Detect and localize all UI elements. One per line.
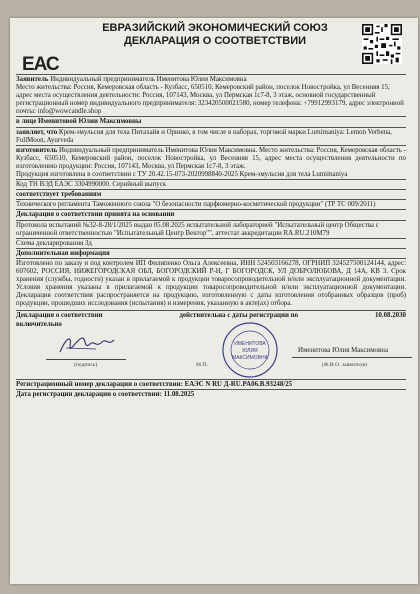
- name-line: [292, 357, 412, 358]
- basis-section: [16, 220, 406, 238]
- registration-date-label: Дата регистрации декларации о соответствии:: [16, 391, 162, 399]
- requirements-label-row: [16, 189, 406, 199]
- document-body: [16, 74, 406, 400]
- declares-label: заявляет, что: [16, 128, 58, 136]
- document-header: [80, 22, 350, 48]
- signature-line: [46, 359, 126, 360]
- qr-code-icon: [362, 24, 402, 64]
- validity-label-a: Декларация о соответствии: [16, 312, 103, 320]
- svg-text:ИМЕНИТОВА: ИМЕНИТОВА: [234, 340, 266, 347]
- header-line-2: ДЕКЛАРАЦИЯ О СООТВЕТСТВИИ: [123, 35, 307, 47]
- signature-area: [16, 329, 406, 379]
- eac-logo: ЕАС: [22, 54, 59, 75]
- basis-label-row: [16, 209, 406, 219]
- stamp-caption: М.П.: [196, 361, 208, 368]
- manufacturer-produced: Продукция изготовлена в соответствии с ТУ 20.42.15-073-2020998840-2025 Крем-эмульсия для тела Lumimaniya: [16, 171, 348, 179]
- manufacturer-section: [16, 145, 406, 179]
- additional-section: [16, 258, 406, 309]
- manufacturer-label: изготовитель: [16, 146, 58, 154]
- product-description: Крем-эмульсия для тела Питахайя и Оринко, в том числе в наборах, торговой марки Lumimaniya: Lemon Verbena, FullMoon, Ayurveda: [16, 128, 392, 144]
- applicant-address: Место жительства: Россия, Кемеровская область - Кузбасс, 650510, Кемеровский район, поселок Новостройка, ул Весенняя 15, адрес места осуществления деятельности: Россия, 107143, Москва, ул Пермская 1с7-8, 3 этаж, основной государственный регистрационный номер индивидуального предпринимателя: 323420500021580, номер телефона: +79912993179, адрес электронной почты: info@wowcandle.shop: [16, 84, 404, 116]
- svg-text:ЮЛИЯ: ЮЛИЯ: [242, 347, 258, 354]
- validity-section: [16, 310, 406, 328]
- declaration-document: [10, 18, 418, 584]
- header-line-1: ЕВРАЗИЙСКИЙ ЭКОНОМИЧЕСКИЙ СОЮЗ: [102, 22, 328, 34]
- declares-section: [16, 127, 406, 145]
- person-name: Именитовой Юлии Максимовны: [38, 118, 142, 126]
- additional-label: Дополнительная информация: [16, 249, 110, 257]
- registration-date: 11.08.2025: [163, 391, 195, 399]
- applicant-name: Индивидуальный предприниматель Именитова Юлия Максимовна: [50, 76, 247, 83]
- additional-text: Изготовлено по заказу и под контролем ИП Филипенко Ольга Алексеевна, ИНН 524503166278, ОГРНИП 324527500124144, адрес: 607602, РОССИЯ, НИЖЕГОРОДСКАЯ ОБЛ, БОГОРОДСКИЙ Р-Н, Г БОГОРОДСК, УЛ ДОБРОЛЮБОВА, Д 14А, КВ 3. Срок хранения (службы, годности) указан в прилагаемой к продукции товаросопроводительной и/или эксплуатационной документации. Условия хранения указаны в прилагаемой к продукции товаросопроводительной и/или эксплуатационной документации. Декларация соответствия распространяется на продукцию, изготовленную с даты изготовления отобранных образцов (проб) продукции, прошедших исследования (испытания) и измерения, указанную в акте(ах) отбора.: [16, 259, 406, 308]
- basis-text: Протокола испытаний №32-8-28/1/2025 выдан 05.08.2025 испытательной лабораторией "Испытательный центр Общества с ограниченной ответственностью "Испытательный Центр Вектор"", аттестат аккредитации RA.RU.210M79: [16, 221, 379, 237]
- requirements-section: [16, 199, 406, 209]
- seal-stamp: [221, 321, 279, 379]
- svg-text:МАКСИМОВНА: МАКСИМОВНА: [232, 354, 268, 361]
- registration-number-label: Регистрационный номер декларации о соответствии:: [16, 380, 183, 388]
- name-caption: (Ф.И.О. заявителя): [322, 361, 368, 368]
- registration-section: [16, 379, 406, 390]
- validity-label-b: действительна с даты регистрации по: [179, 312, 299, 320]
- handwritten-signature: [56, 332, 116, 358]
- code-section: [16, 179, 406, 189]
- applicant-label: Заявитель: [16, 76, 49, 83]
- signature-caption: (подпись): [74, 361, 98, 368]
- registration-number: ЕАЭС N RU Д-RU.PA06.B.93248/25: [184, 380, 293, 388]
- requirements-text: Технического регламента Таможенного союза "О безопасности парфюмерно-косметической продукции" (ТР ТС 009/2011): [16, 201, 376, 209]
- applicant-fullname: Именитова Юлия Максимовна: [298, 346, 389, 354]
- scheme-section: [16, 238, 406, 248]
- scheme-text: Схема декларирования 3д: [16, 239, 92, 247]
- person-section: [16, 116, 406, 126]
- validity-date: 10.08.2030: [374, 312, 406, 320]
- person-label: в лице: [16, 118, 37, 126]
- basis-label: Декларация о соответствии принята на основании: [16, 211, 175, 219]
- additional-label-row: [16, 248, 406, 258]
- requirements-label: соответствует требованиям: [16, 191, 102, 199]
- applicant-section: [16, 74, 406, 116]
- registration-date-section: [16, 389, 406, 400]
- validity-label-c: включительно: [16, 320, 62, 328]
- manufacturer-text: Индивидуальный предприниматель Именитова Юлия Максимовна. Место жительства: Россия, Кемеровская область - Кузбасс, 650510, Кемеровский район, поселок Новостройка, ул Весенняя 15, адрес места осуществления деятельности по изготовлению продукции: Россия, 107143, Москва, ул Пермская 1с7-8, 3 этаж.: [16, 146, 406, 170]
- customs-code: Код ТН ВЭД ЕАЭС 3304990000. Серийный выпуск: [16, 181, 167, 189]
